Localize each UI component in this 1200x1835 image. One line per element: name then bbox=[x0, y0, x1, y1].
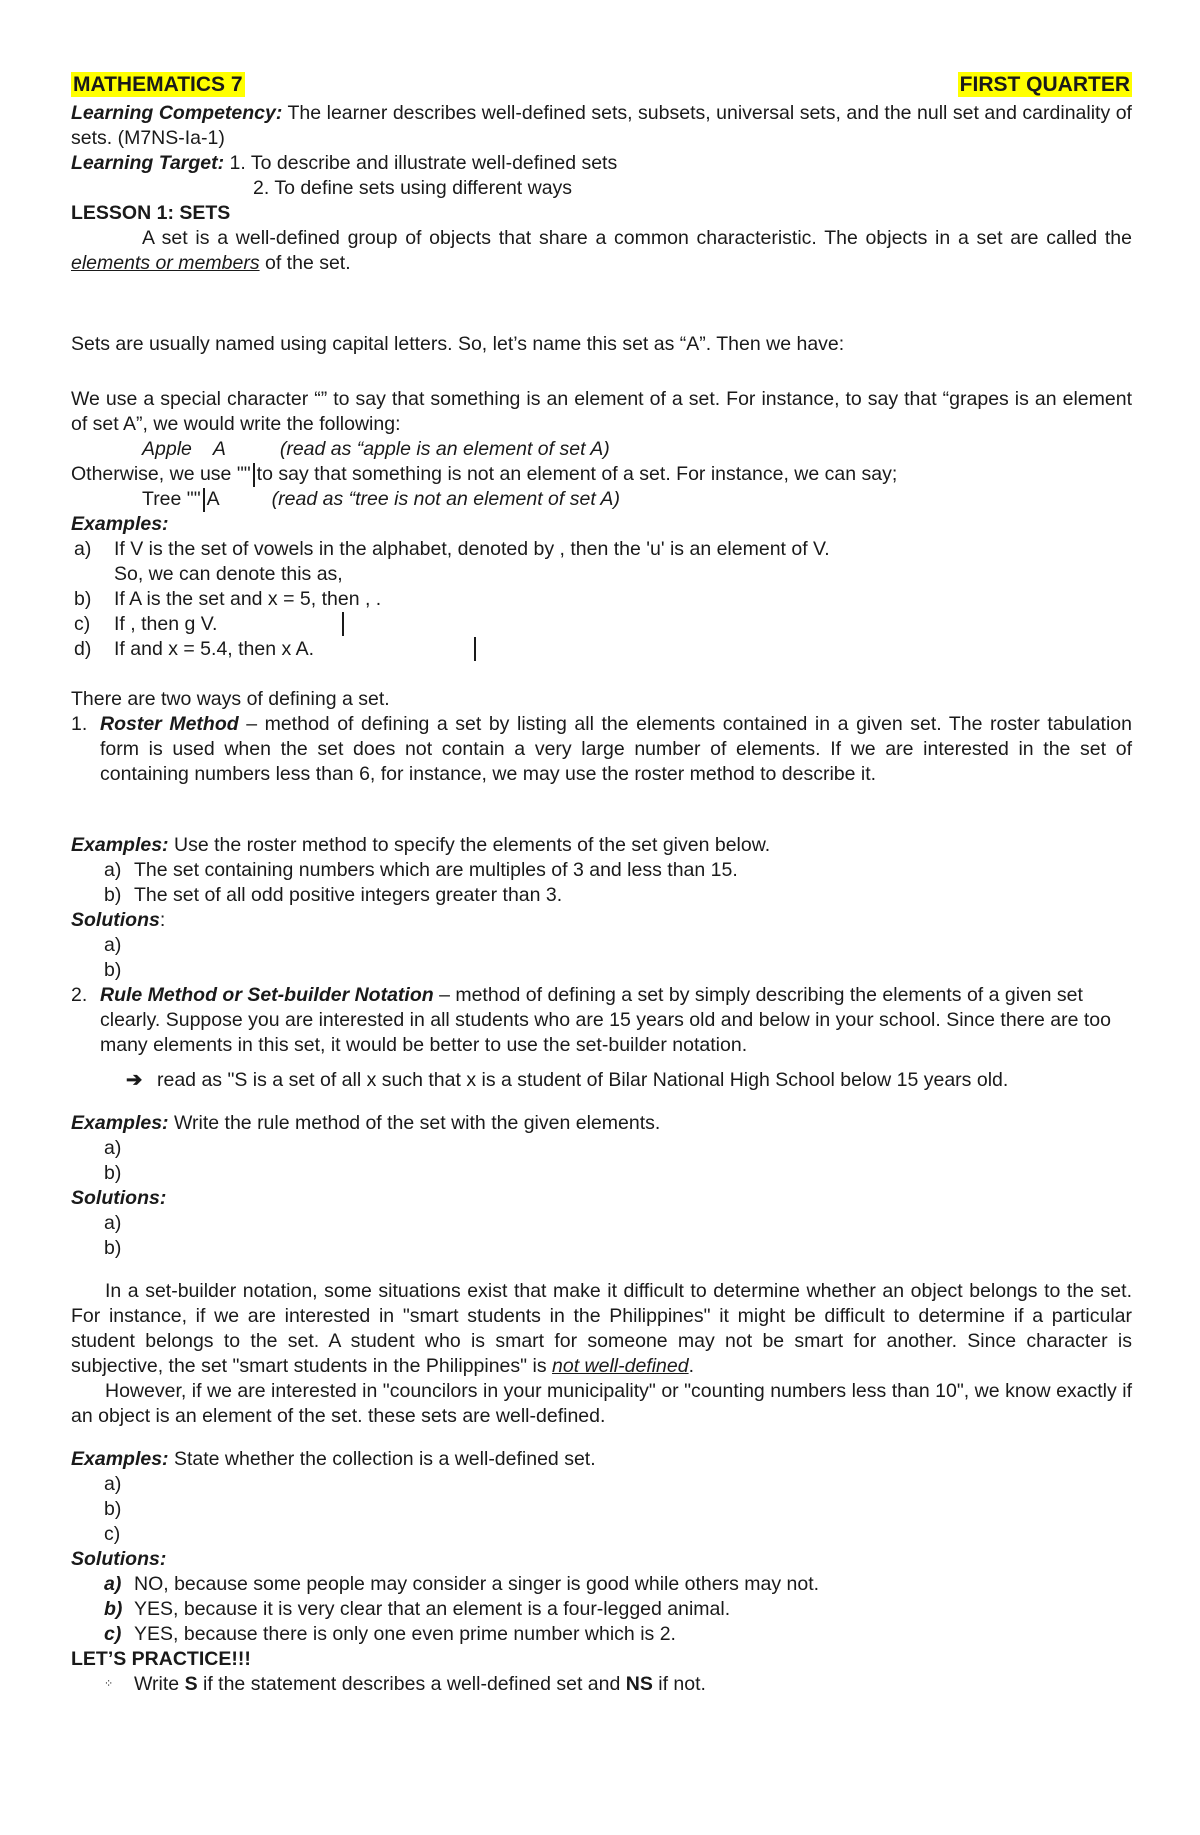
quarter-title: FIRST QUARTER bbox=[959, 73, 1130, 96]
learning-competency: Learning Competency: The learner describes well-defined sets, subsets, universal sets, and the null set and cardinality of sets. (M7NS-Ia-1) bbox=[71, 102, 1132, 149]
example-4a: a) bbox=[104, 1473, 122, 1495]
examples-2: Examples: Use the roster method to specify the elements of the set given below. bbox=[71, 834, 771, 856]
solution-2b: b) bbox=[104, 959, 122, 981]
example-2a: a) The set containing numbers which are multiples of 3 and less than 15. bbox=[104, 859, 738, 881]
solutions-label-3: Solutions: bbox=[71, 1187, 167, 1209]
solution-4b: b) YES, because it is very clear that an element is a four-legged animal. bbox=[104, 1598, 731, 1620]
example-2b: b) The set of all odd positive integers greater than 3. bbox=[104, 884, 563, 906]
examples-label-1: Examples: bbox=[71, 513, 169, 535]
learning-target-1: Learning Target: 1. To describe and illustrate well-defined sets bbox=[71, 152, 618, 174]
intro-paragraph: A set is a well-defined group of objects that share a common characteristic. The objects in a set are called the elements or members of the set. bbox=[71, 227, 1132, 274]
example-1a: a) If V is the set of vowels in the alphabet, denoted by , then the 'u' is an element of V. bbox=[74, 538, 830, 560]
rule-method: 2. Rule Method or Set-builder Notation – method of defining a set by simply describing the elements of a given set clearly. Suppose you are interested in all students who are 15 years old and below in your school. Since there are too many elements in this set, it would be better to use the set-builder notation. bbox=[71, 984, 1111, 1056]
examples-4: Examples: State whether the collection is a well-defined set. bbox=[71, 1448, 596, 1470]
not-element-paragraph: Otherwise, we use "" to say that something is not an element of a set. For instance, we can say; bbox=[71, 463, 898, 485]
document-page bbox=[71, 72, 1132, 1697]
example-1d: d) If and x = 5.4, then x A. bbox=[71, 637, 1132, 662]
tree-example: Tree "" A (read as “tree is not an element of set A) bbox=[142, 488, 620, 510]
well-defined-paragraph: However, if we are interested in "councilors in your municipality" or "counting numbers less than 10", we know exactly if an object is an element of the set. these sets are well-defined. bbox=[71, 1380, 1132, 1427]
two-ways-sentence: There are two ways of defining a set. bbox=[71, 688, 390, 710]
solutions-label-4: Solutions: bbox=[71, 1548, 167, 1570]
subject-title: MATHEMATICS 7 bbox=[73, 73, 243, 96]
solutions-label-2: Solutions: bbox=[71, 909, 166, 931]
not-element-symbol bbox=[342, 612, 344, 636]
solution-2a: a) bbox=[104, 934, 122, 956]
page-header bbox=[71, 72, 1132, 97]
example-1a-cont: So, we can denote this as, bbox=[114, 563, 343, 585]
not-element-symbol bbox=[253, 463, 255, 487]
learning-target-2: 2. To define sets using different ways bbox=[253, 177, 573, 199]
element-symbol-paragraph: We use a special character “” to say that something is an element of a set. For instance, to say that “grapes is an element of set A”, we would write the following: bbox=[71, 388, 1132, 435]
solution-3b: b) bbox=[104, 1237, 122, 1259]
example-3b: b) bbox=[104, 1162, 122, 1184]
not-element-symbol bbox=[203, 488, 205, 512]
roster-method: 1. Roster Method – method of defining a set by listing all the elements contained in a given set. The roster tabulation form is used when the set does not contain a very large number of elements. If we are interested in the set of containing numbers less than 6, for instance, we may use the roster method to describe it. bbox=[71, 713, 1132, 785]
example-4b: b) bbox=[104, 1498, 122, 1520]
bullet-icon: ⁘ bbox=[104, 1678, 114, 1690]
example-4c: c) bbox=[104, 1523, 121, 1545]
examples-3: Examples: Write the rule method of the set with the given elements. bbox=[71, 1112, 661, 1134]
arrow-icon: ➔ bbox=[126, 1069, 143, 1091]
lesson-title: LESSON 1: SETS bbox=[71, 202, 231, 224]
example-1b: b) If A is the set and x = 5, then , . bbox=[74, 588, 382, 610]
set-builder-paragraph: In a set-builder notation, some situations exist that make it difficult to determine whether an object belongs to the set. For instance, if we are interested in "smart students in the Philippines" it might be difficult to determine if a particular student belongs to the set. A student who is smart for someone may not be smart for another. Since character is subjective, the set "smart students in the Philippines" is not well-defined. bbox=[71, 1280, 1132, 1377]
apple-example: Apple A (read as “apple is an element of set A) bbox=[142, 438, 610, 460]
solution-3a: a) bbox=[104, 1212, 122, 1234]
solution-4a: a) NO, because some people may consider a singer is good while others may not. bbox=[104, 1573, 820, 1595]
example-3a: a) bbox=[104, 1137, 122, 1159]
not-element-symbol bbox=[474, 637, 476, 661]
naming-paragraph: Sets are usually named using capital letters. So, let’s name this set as “A”. Then we have: bbox=[71, 333, 845, 355]
set-builder-read: ➔ read as "S is a set of all x such that x is a student of Bilar National High School below 15 years old. bbox=[126, 1069, 1009, 1091]
solution-4c: c) YES, because there is only one even prime number which is 2. bbox=[104, 1623, 676, 1645]
practice-instruction: ⁘ Write S if the statement describes a well-defined set and NS if not. bbox=[104, 1673, 706, 1695]
practice-title: LET’S PRACTICE!!! bbox=[71, 1648, 251, 1670]
example-1c: c) If , then g V. bbox=[71, 612, 1132, 637]
